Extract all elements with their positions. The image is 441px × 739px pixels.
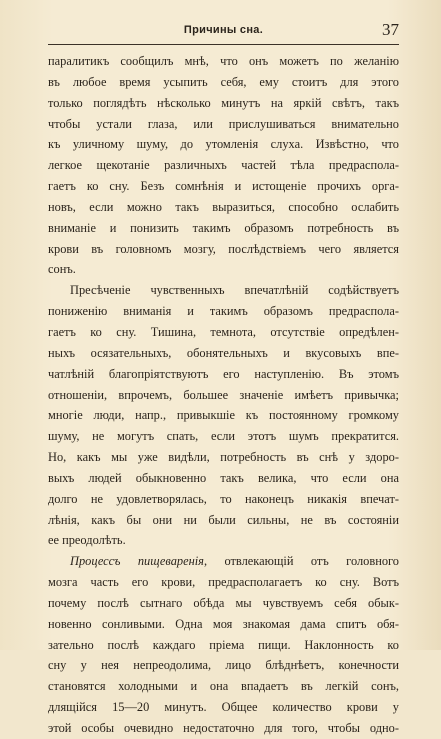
text-line: сонъ.	[48, 262, 76, 277]
text-line: лѣнія, какъ бы они ни были сильны, не въ состояніи	[48, 512, 399, 527]
text-line: легкое щекотаніе различныхъ частей тѣла предраспола-	[48, 158, 399, 173]
text-line: Пресѣченіе чувственныхъ впечатлѣній содѣйствуетъ	[70, 283, 399, 298]
text-line: вниманіе и понизить такимъ образомъ потребность въ	[48, 220, 399, 235]
text-line: гаетъ ко сну. Безъ сомнѣнія и истощеніе прочихъ орга-	[48, 179, 399, 194]
text-line: чатлѣній благопріятствуютъ его наступленію. Въ этомъ	[48, 366, 399, 381]
text-line: новенно сонливыми. Одна моя знакомая дама спитъ обя-	[48, 616, 399, 631]
text-line: только поглядѣть нѣсколько минутъ на яркій свѣтъ, такъ	[48, 95, 399, 110]
text-line: сну у нея непреодолима, лицо блѣднѣетъ, конечности	[48, 658, 399, 673]
text-line: чтобы устали глаза, или прислушиваться внимательно	[48, 116, 399, 131]
text-line: ныхъ осязательныхъ, обонятельныхъ и вкусовыхъ впе-	[48, 345, 399, 360]
text-line: мозга часть его крови, предрасполагаетъ ко сну. Вотъ	[48, 575, 399, 590]
emphasis-term: Процессъ пищеваренія	[70, 554, 204, 569]
page-number: 37	[382, 20, 399, 39]
text-line: гаетъ ко сну. Тишина, темнота, отсутствіе опредѣлен-	[48, 324, 399, 339]
text-line: отношеніи, впрочемъ, большее значеніе имѣетъ привычка;	[48, 387, 399, 402]
text-line: зательно послѣ каждаго пріема пищи. Наклонность ко	[48, 637, 399, 652]
text-line: новъ, если можно такъ выразиться, способно ослабить	[48, 199, 399, 214]
text-line: шуму, не могутъ спать, если этотъ шумъ прекратится.	[48, 429, 399, 444]
text-line: становятся холодными и она впадаетъ въ легкій сонъ,	[48, 679, 399, 694]
text-line: крови въ головномъ мозгу, послѣдствіемъ чего является	[48, 241, 399, 256]
page-header	[48, 20, 399, 40]
text-line: выхъ людей обыкновенно такъ велика, что если она	[48, 470, 399, 485]
header-rule	[48, 44, 399, 45]
text-line: почему послѣ сытнаго обѣда мы чувствуемъ себя обык-	[48, 595, 399, 610]
text-line: Но, какъ мы уже видѣли, потребность въ снѣ у здоро-	[48, 450, 399, 465]
text-line: долго не удовлетворялась, то наконецъ никакія впечат-	[48, 491, 399, 506]
text-line: многіе люди, напр., привыкшіе къ постоянному громкому	[48, 408, 399, 423]
text-line: паралитикъ сообщилъ мнѣ, что онъ можетъ по желанію	[48, 54, 399, 68]
text-line: пониженію вниманія и такимъ образомъ предраспола-	[48, 304, 399, 319]
running-title: Причины сна.	[183, 24, 264, 36]
text-line: длящійся 15—20 минутъ. Общее количество крови у	[48, 700, 399, 715]
text-line	[48, 551, 399, 572]
body-text	[48, 51, 399, 739]
text-line: этой особы очевидно недостаточно для того, чтобы одно-	[48, 721, 399, 735]
text-line: въ любое время усыпить себя, ему стоитъ для этого	[48, 74, 399, 89]
text-line-rest: , отвлекающій отъ головного	[203, 554, 399, 569]
text-line: ее преодолѣть.	[48, 533, 126, 548]
text-line: къ уличному шуму, до утомленія слуха. Извѣстно, что	[48, 137, 399, 152]
